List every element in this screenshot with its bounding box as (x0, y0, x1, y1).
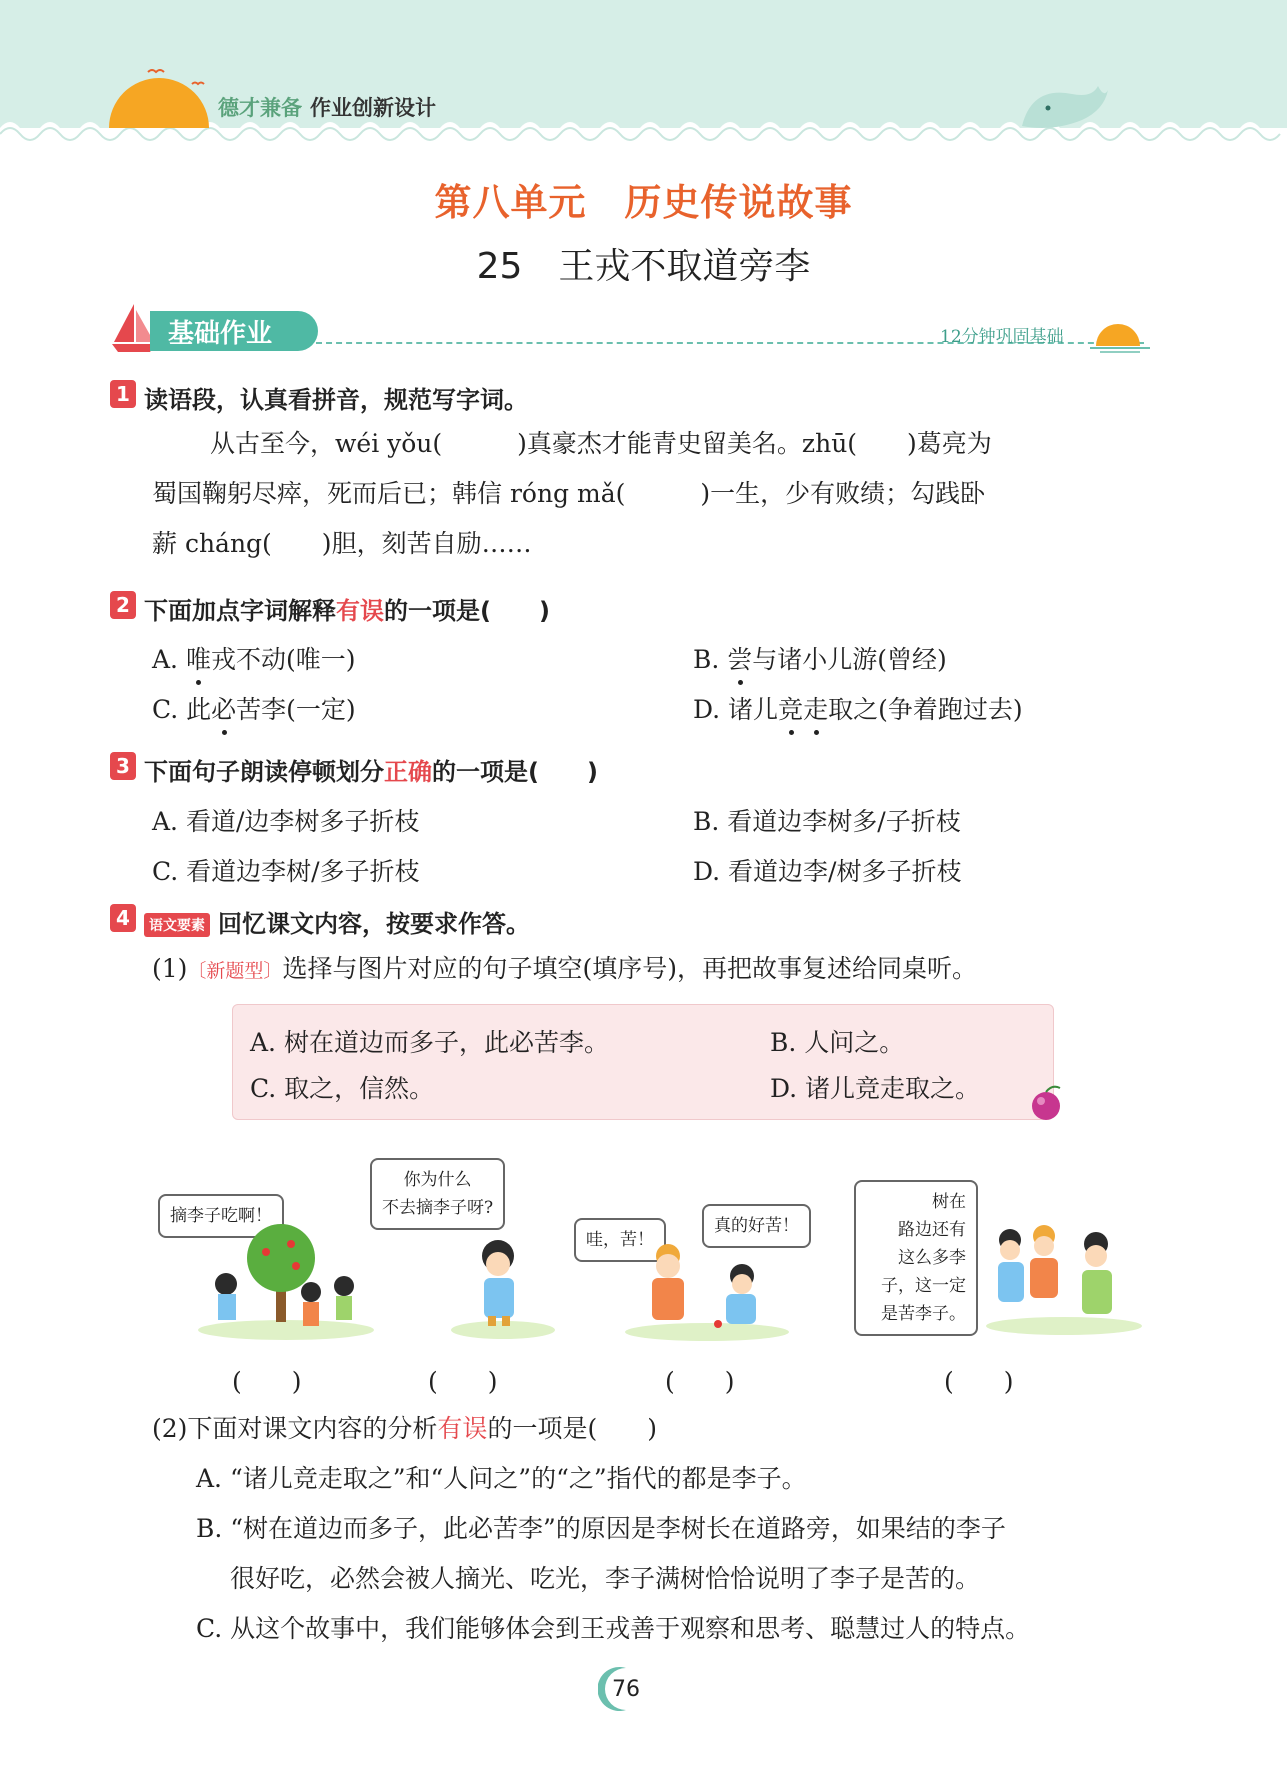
q3-number: 3 (110, 752, 136, 780)
q3-option-a[interactable]: A. 看道/边李树多子折枝 (152, 807, 420, 836)
new-type-tag: 〔新题型〕 (187, 960, 283, 982)
q2-a-post: 戎不动(唯一) (210, 645, 356, 674)
q2-title (110, 591, 550, 626)
q1-line2: 蜀国鞠躬尽瘁，死而后已；韩信 róng mǎ( )一生，少有败绩；勾践卧 (152, 479, 986, 508)
q2-d-dot1: 竞 (778, 690, 803, 726)
section-time-label: 12分钟巩固基础 (940, 327, 1064, 347)
q2-title-post: 的一项是( ) (384, 597, 550, 625)
bubble-1: 摘李子吃啊！ (158, 1194, 284, 1238)
answer-blank-4[interactable]: ( ) (944, 1367, 1014, 1396)
q4-title-text: 回忆课文内容，按要求作答。 (218, 910, 530, 938)
q2-a-pre: A. (152, 645, 186, 674)
q3-option-d[interactable]: D. 看道边李/树多子折枝 (693, 857, 962, 886)
q4-sub2-option-c[interactable]: C. 从这个故事中，我们能够体会到王戎善于观察和思考、聪慧过人的特点。 (196, 1614, 1031, 1643)
scene-3-illustration (622, 1232, 792, 1342)
q2-a-dot: 唯 (186, 640, 211, 676)
q4-title (110, 904, 530, 939)
q3-option-c[interactable]: C. 看道边李树/多子折枝 (152, 857, 420, 886)
answer-blank-3[interactable]: ( ) (665, 1367, 735, 1396)
q2-c-pre: C. 此 (152, 695, 212, 724)
q4-sub2-option-b-cont: 很好吃，必然会被人摘光、吃光，李子满树恰恰说明了李子是苦的。 (230, 1564, 981, 1593)
q2-option-b[interactable] (693, 640, 947, 676)
q2-c-post: 苦李(一定) (236, 695, 356, 724)
whale-icon (1012, 76, 1112, 132)
bubble-4 (854, 1180, 978, 1336)
choice-c: C. 取之，信然。 (250, 1074, 435, 1103)
brand-green: 德才兼备 (218, 96, 302, 120)
scene-2-illustration (448, 1228, 558, 1340)
bubble-4-line4: 子，这一定 (881, 1276, 966, 1296)
bubble-4-line1: 树在 (932, 1192, 966, 1212)
q3-title-pre: 下面句子朗读停顿划分 (144, 758, 384, 786)
lesson-title: 25 王戎不取道旁李 (476, 246, 811, 287)
bubble-3a: 哇，苦！ (574, 1218, 666, 1262)
q2-b-dot: 尝 (727, 640, 752, 676)
q4-sub2-red: 有误 (437, 1414, 488, 1443)
scene-4-illustration (984, 1210, 1144, 1336)
q3-option-b[interactable]: B. 看道边李树多/子折枝 (693, 807, 961, 836)
q2-title-red: 有误 (336, 597, 384, 625)
q4-sub2-pre: (2)下面对课文内容的分析 (152, 1414, 438, 1443)
bubble-4-line5: 是苦李子。 (881, 1304, 966, 1324)
answer-blank-1[interactable]: ( ) (232, 1367, 302, 1396)
q2-title-pre: 下面加点字词解释 (144, 597, 336, 625)
q2-d-pre: D. 诸儿 (693, 695, 779, 724)
bubble-4-line2: 路边还有 (898, 1220, 966, 1240)
bubble-3b: 真的好苦！ (702, 1204, 811, 1248)
bubble-2-line2: 不去摘李子呀? (382, 1198, 494, 1218)
section-label: 基础作业 (168, 319, 273, 349)
q3-title-post: 的一项是( ) (432, 758, 598, 786)
bubble-2-line1: 你为什么 (403, 1170, 472, 1190)
plum-icon (1026, 1082, 1068, 1124)
scene-1-illustration (196, 1222, 376, 1342)
q4-tag: 语文要素 (144, 913, 210, 937)
q1-title-text: 读语段，认真看拼音，规范写字词。 (144, 386, 528, 414)
q3-title-red: 正确 (384, 758, 432, 786)
q1-line1: 从古至今，wéi yǒu( )真豪杰才能青史留美名。zhū( )葛亮为 (210, 429, 992, 458)
q2-b-post: 与诸小儿游(曾经) (752, 645, 947, 674)
q1-line3: 薪 cháng( )胆，刻苦自励…… (152, 529, 532, 558)
q2-d-dot2: 走 (803, 690, 828, 726)
choice-a: A. 树在道边而多子，此必苦李。 (250, 1028, 609, 1057)
sunset-icon (1090, 314, 1150, 354)
answer-blank-2[interactable]: ( ) (428, 1367, 498, 1396)
unit-title: 第八单元 历史传说故事 (434, 181, 853, 224)
choice-d: D. 诸儿竞走取之。 (770, 1074, 981, 1103)
q2-b-pre: B. (693, 645, 728, 674)
q2-option-a[interactable] (152, 640, 355, 676)
q1-title (110, 380, 528, 415)
bubble-2 (370, 1158, 505, 1230)
bubble-4-line3: 这么多李 (898, 1248, 966, 1268)
q4-sub1-pre: (1) (152, 954, 188, 983)
q2-c-dot: 必 (211, 690, 236, 726)
q4-sub2-option-b[interactable]: B. “树在道边而多子，此必苦李”的原因是李树长在道路旁，如果结的李子 (196, 1514, 1006, 1543)
q4-sub2-post: 的一项是( ) (487, 1414, 657, 1443)
page-number: 76 (612, 1677, 640, 1702)
brand-title (218, 92, 436, 122)
brand-dark: 作业创新设计 (310, 96, 436, 120)
q4-sub1 (152, 944, 977, 996)
sun-icon (104, 60, 214, 132)
q2-option-c[interactable] (152, 690, 356, 726)
q2-option-d[interactable] (693, 690, 1023, 726)
q1-number: 1 (110, 380, 136, 408)
q4-sub2-title (152, 1404, 657, 1454)
q3-title (110, 752, 598, 787)
q4-sub2-option-a[interactable]: A. “诸儿竞走取之”和“人问之”的“之”指代的都是李子。 (196, 1464, 807, 1493)
q2-number: 2 (110, 591, 136, 619)
choice-b: B. 人问之。 (770, 1028, 905, 1057)
q2-d-post: 取之(争着跑过去) (828, 695, 1023, 724)
q4-sub1-text: 选择与图片对应的句子填空(填序号)，再把故事复述给同桌听。 (282, 954, 977, 983)
q4-number: 4 (110, 904, 136, 932)
